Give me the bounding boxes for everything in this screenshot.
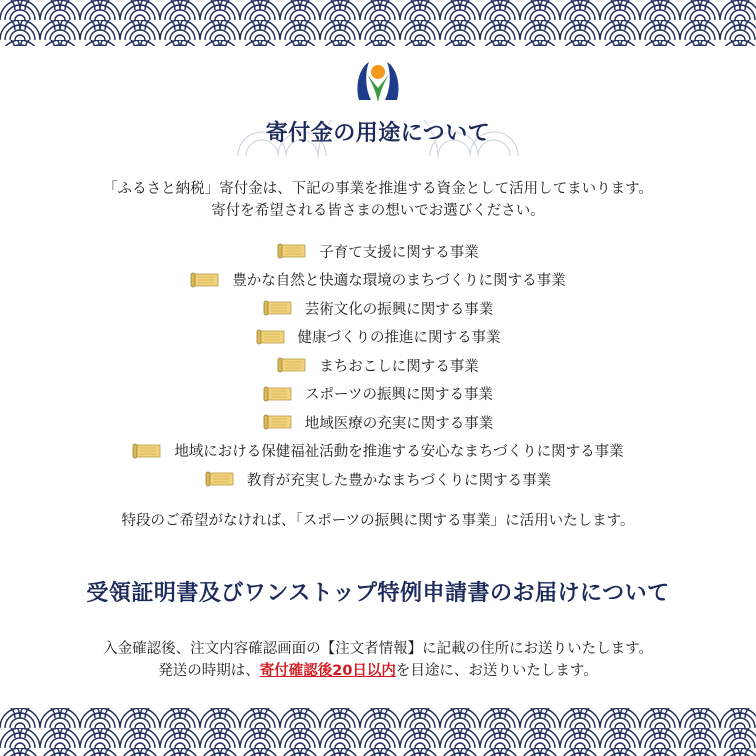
list-item <box>0 266 756 295</box>
list-item-label: 子育て支援に関する事業 <box>319 244 479 261</box>
list-item-label: 地域における保健福祉活動を推進する安心なまちづくりに関する事業 <box>174 444 624 461</box>
list-item <box>0 323 756 352</box>
intro-line-2: 寄付を希望される皆さまの想いでお選びください。 <box>211 203 545 219</box>
scroll-icon <box>277 357 307 373</box>
intro-line-1: 「ふるさと納税」寄付金は、下記の事業を推進する資金として活用してまいります。 <box>103 181 653 197</box>
list-item <box>0 408 756 437</box>
section-heading-certificate-delivery <box>0 576 756 607</box>
list-item <box>0 380 756 409</box>
list-item <box>0 437 756 466</box>
top-wave-border <box>0 0 756 46</box>
municipal-logo <box>353 58 403 108</box>
list-item-label: 地域医療の充実に関する事業 <box>304 415 494 432</box>
delivery-line-2-prefix: 発送の時期は、 <box>158 663 260 679</box>
intro-paragraph <box>0 178 756 222</box>
list-item-label: 豊かな自然と快適な環境のまちづくりに関する事業 <box>232 273 566 290</box>
project-list <box>0 237 756 494</box>
delivery-paragraph <box>0 638 756 682</box>
scroll-icon <box>205 471 235 487</box>
scroll-icon <box>277 243 307 259</box>
list-item <box>0 237 756 266</box>
scroll-icon <box>132 443 162 459</box>
closing-paragraph: 特段のご希望がなければ、「スポーツの振興に関する事業」に活用いたします。 <box>121 513 635 529</box>
scroll-icon <box>263 386 293 402</box>
list-item <box>0 465 756 494</box>
scroll-icon <box>263 300 293 316</box>
bottom-wave-border <box>0 708 756 756</box>
scroll-icon <box>256 329 286 345</box>
list-item-label: まちおこしに関する事業 <box>319 358 479 375</box>
delivery-line-1: 入金確認後、注文内容確認画面の【注文者情報】に記載の住所にお送りいたします。 <box>103 641 653 657</box>
delivery-deadline-highlight: 寄付確認後20日以内 <box>259 663 396 679</box>
scroll-icon <box>263 414 293 430</box>
list-item <box>0 294 756 323</box>
list-item-label: スポーツの振興に関する事業 <box>305 387 493 404</box>
scroll-icon <box>190 272 220 288</box>
section2-title: 受領証明書及びワンストップ特例申請書のお届けについて <box>86 580 670 606</box>
list-item-label: 芸術文化の振興に関する事業 <box>304 301 494 318</box>
list-item-label: 教育が充実した豊かなまちづくりに関する事業 <box>246 472 552 489</box>
delivery-line-2-suffix: を目途に、お送りいたします。 <box>395 663 598 679</box>
section1-title: 寄付金の用途について <box>265 120 491 146</box>
list-item <box>0 351 756 380</box>
delivery-line-2 <box>0 660 756 682</box>
section-heading-donation-use <box>0 116 756 147</box>
list-item-label: 健康づくりの推進に関する事業 <box>297 330 501 347</box>
